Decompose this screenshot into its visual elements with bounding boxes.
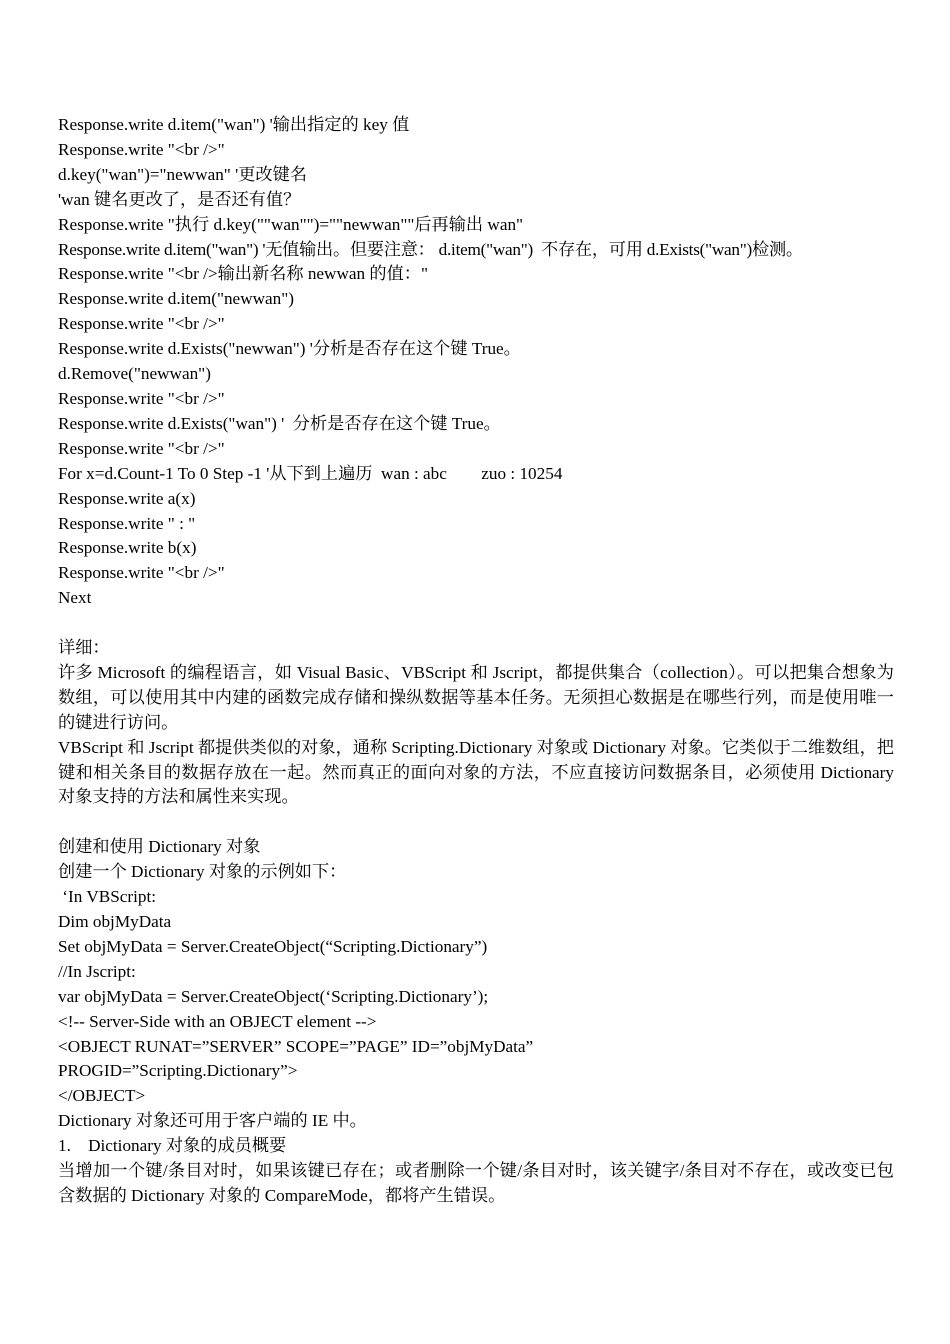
section-title: 创建和使用 Dictionary 对象 [58,837,261,857]
code-line: Response.write d.item("wan") '输出指定的 key 值 [58,115,410,134]
document-page [58,113,894,1209]
code-line: Response.write b(x) [58,538,197,558]
code-line: <OBJECT RUNAT=”SERVER” SCOPE=”PAGE” ID=”objMyData” [58,1036,534,1056]
code-line: 'wan 键名更改了，是否还有值？ [58,189,301,209]
dictionary-paragraph: VBScript 和 Jscript 都提供类似的对象，通称 Scripting.Dictionary 对象或 Dictionary 对象。它类似于二维数组，把键和相关条目的数据存放在一起。然而真正的面向对象的方法，不应直接访问数据条目，必须使用 Dictionary 对象支持的方法和属性来实现。 [58,737,894,807]
code-line: Response.write "<br />" [58,139,225,159]
code-line: Response.write "<br />" [58,563,225,583]
code-line: </OBJECT> [58,1086,146,1106]
error-paragraph: 当增加一个键/条目对时，如果该键已存在；或者删除一个键/条目对时，该关键字/条目对不存在，或改变已包含数据的 Dictionary 对象的 CompareMode，都将产生错误。 [58,1161,894,1205]
code-line: Response.write "<br />" [58,388,225,408]
code-block-1 [58,113,894,611]
code-line: PROGID=”Scripting.Dictionary”> [58,1061,298,1081]
code-line: <!-- Server-Side with an OBJECT element --> [58,1011,377,1031]
code-line: Set objMyData = Server.CreateObject(“Scripting.Dictionary”) [58,936,488,956]
code-line: //In Jscript: [58,961,136,981]
blank-line [58,810,894,835]
code-line: var objMyData = Server.CreateObject(‘Scripting.Dictionary’); [58,986,489,1006]
code-line: For x=d.Count-1 To 0 Step -1 '从下到上遍历 wan : abc zuo : 10254 [58,463,563,483]
example-intro: 创建一个 Dictionary 对象的示例如下： [58,862,347,882]
code-line: Response.write "<br />" [58,438,225,458]
code-line: Response.write a(x) [58,488,196,508]
intro-paragraph: 许多 Microsoft 的编程语言，如 Visual Basic、VBScript 和 Jscript，都提供集合（collection）。可以把集合想象为数组，可以使用其中内建的函数完成存储和操纵数据等基本任务。无须担心数据是在哪些行列，而是使用唯一的键进行访问。 [58,662,894,732]
code-line: Response.write "<br />输出新名称 newwan 的值：" [58,264,428,284]
blank-line [58,611,894,636]
code-block-2 [58,885,894,1109]
client-note: Dictionary 对象还可用于客户端的 IE 中。 [58,1111,367,1131]
code-line: Response.write d.item("newwan") [58,289,294,309]
code-line: Next [58,588,92,608]
code-line: d.key("wan")="newwan" '更改键名 [58,164,307,184]
code-line: ‘In VBScript: [58,887,157,907]
code-line: Response.write " : " [58,513,196,533]
code-line: Response.write d.Exists("wan") ' 分析是否存在这个键 True。 [58,413,501,433]
code-line: Response.write "<br />" [58,314,225,334]
code-line: Response.write d.Exists("newwan") '分析是否存在这个键 True。 [58,339,521,359]
code-line: d.Remove("newwan") [58,364,211,384]
code-line: Response.write "执行 d.key(""wan"")=""newwan""后再输出 wan" [58,214,524,234]
detail-heading: 详细： [58,638,110,658]
code-line: Dim objMyData [58,911,172,931]
code-line: Response.write d.item("wan") '无值输出。但要注意： d.item("wan") 不存在，可用 d.Exists("wan")检测。 [58,239,803,259]
numbered-heading: 1. Dictionary 对象的成员概要 [58,1136,287,1156]
